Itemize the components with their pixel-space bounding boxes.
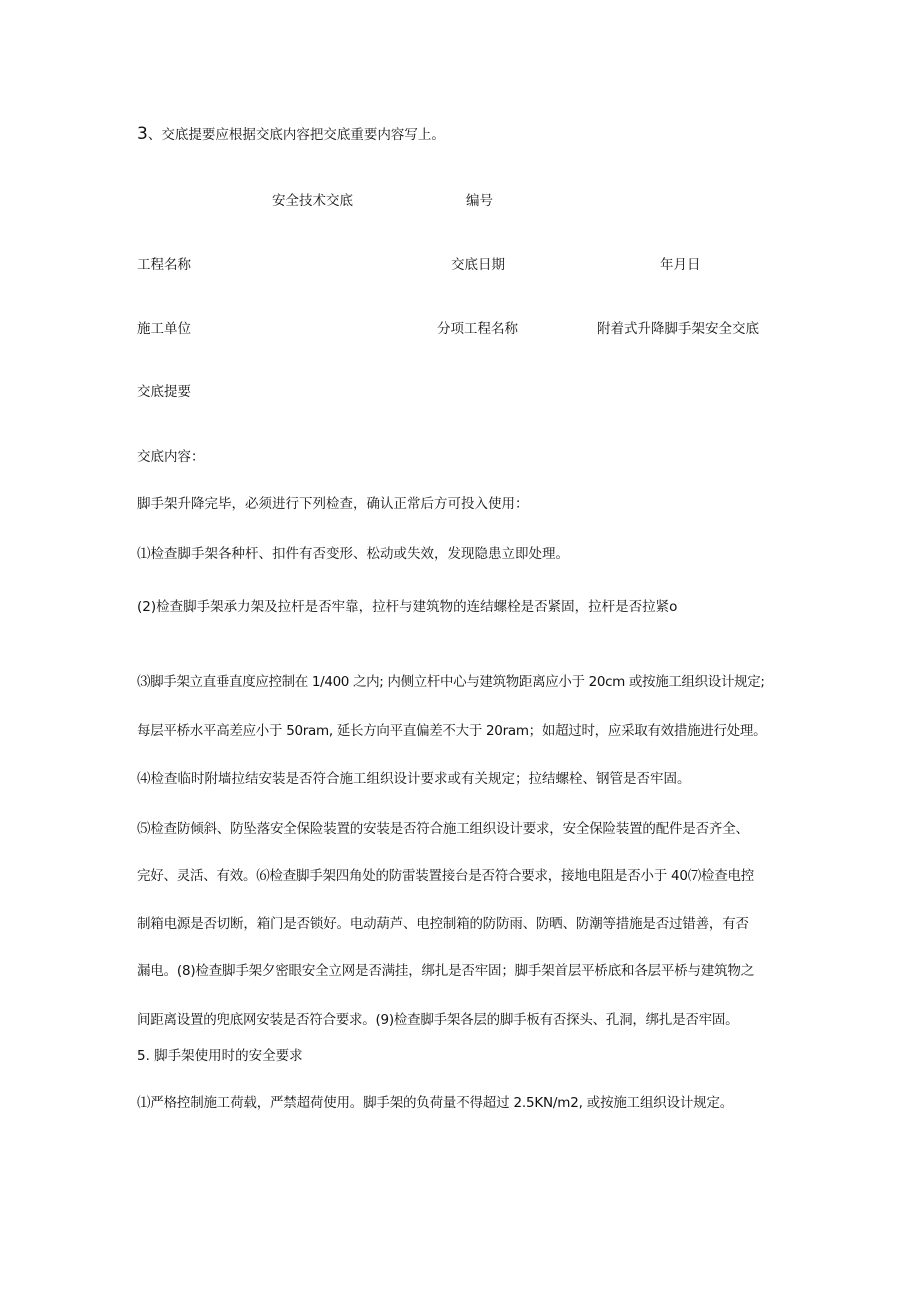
content-item-5-line-5: 间距离设置的兜底网安装是否符合要求。(9)检查脚手架各层的脚手板有否探头、孔洞，绑扎是否牢固。: [137, 1012, 739, 1028]
intro-line: [137, 124, 445, 145]
content-item-2: (2)检查脚手架承力架及拉杆是否牢靠，拉杆与建筑物的连结螺栓是否紧固，拉杆是否拉紧o: [137, 599, 678, 615]
code-label: 编号: [466, 193, 493, 209]
section-5-heading: 5. 脚手架使用时的安全要求: [137, 1048, 303, 1064]
sub-project-label: 分项工程名称: [437, 321, 518, 337]
content-item-3-line-2: 每层平桥水平高差应小于 50ram, 延长方向平直偏差不大于 20ram；如超过时，应采取有效措施进行处理。: [137, 723, 767, 739]
content-item-5-line-2: 完好、灵活、有效。⑹检查脚手架四角处的防雷装置接台是否符合要求，接地电阻是否小于 40⑺检查电控: [137, 868, 754, 884]
project-name-label: 工程名称: [137, 257, 191, 273]
section-5-item-1: ⑴严格控制施工荷载，严禁超荷使用。脚手架的负荷量不得超过 2.5KN∕m2, 或按施工组织设计规定。: [137, 1095, 734, 1111]
summary-label: 交底提要: [137, 384, 191, 400]
content-label: 交底内容：: [137, 449, 205, 465]
content-item-5-line-3: 制箱电源是否切断，箱门是否锁好。电动葫芦、电控制箱的防防雨、防晒、防潮等措施是否过错善，有否: [137, 916, 749, 932]
content-lead: 脚手架升降完毕，必须进行下列检查，确认正常后方可投入使用：: [137, 496, 529, 512]
form-title: 安全技术交底: [272, 193, 353, 209]
date-value: 年月日: [660, 257, 701, 273]
content-item-5-line-4: 漏电。(8)检查脚手架夕密眼安全立网是否满挂，绑扎是否牢固；脚手架首层平桥底和各层平桥与建筑物之: [137, 963, 755, 979]
sub-project-value: 附着式升降脚手架安全交底: [597, 321, 759, 337]
unit-label: 施工单位: [137, 321, 191, 337]
intro-text: 、交底提要应根据交底内容把交底重要内容写上。: [147, 127, 445, 143]
intro-number: 3: [137, 124, 148, 144]
content-item-3-line-1: ⑶脚手架立直垂直度应控制在 1/400 之内; 内侧立杆中心与建筑物距离应小于 20cm 或按施工组织设计规定;: [137, 674, 765, 690]
content-item-5-line-1: ⑸检查防倾斜、防坠落安全保险装置的安装是否符合施工组织设计要求，安全保险装置的配件是否齐全、: [137, 821, 749, 837]
content-item-1: ⑴检查脚手架各种杆、扣件有否变形、松动或失效，发现隐患立即处理。: [137, 546, 569, 562]
content-item-4: ⑷检查临时附墙拉结安装是否符合施工组织设计要求或有关规定；拉结螺栓、钢管是否牢固。: [137, 771, 691, 787]
date-label: 交底日期: [451, 257, 505, 273]
